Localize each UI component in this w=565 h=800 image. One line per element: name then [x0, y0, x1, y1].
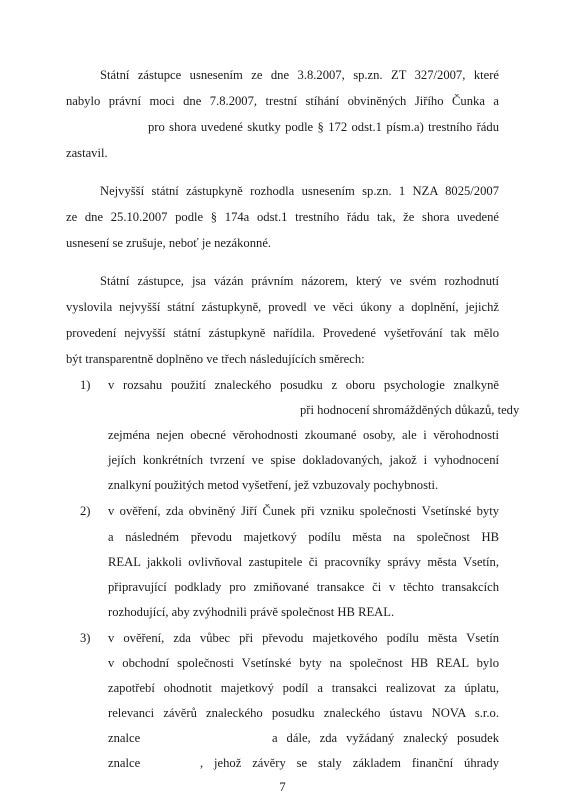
paragraph-2-line-1: Nejvyšší státní zástupkyně rozhodla usnesením sp.zn. 1 NZA 8025/2007	[100, 184, 499, 198]
paragraph-1-line-3: pro shora uvedené skutky podle § 172 odst.1 písm.a) trestního řádu	[148, 120, 499, 134]
list-marker-2: 2)	[80, 504, 91, 518]
item-2-line-4: připravující podklady pro zmiňované transakce či v těchto transakcích	[108, 580, 499, 594]
paragraph-3-line-1: Státní zástupce, jsa vázán právním názorem, který ve svém rozhodnutí	[100, 274, 499, 288]
item-3-line-6-end: , jehož závěry se staly základem finanční úhrady	[200, 756, 499, 770]
item-3-line-5-start: znalce	[108, 731, 141, 745]
paragraph-1-line-2: nabylo právní moci dne 7.8.2007, trestní stíhání obviněných Jiřího Čunka a	[66, 94, 499, 108]
item-3-line-4: relevanci závěrů znaleckého posudku znaleckého ústavu NOVA s.r.o.	[108, 706, 499, 720]
item-2-line-1: v ověření, zda obviněný Jiří Čunek při vzniku společnosti Vsetínské byty	[108, 504, 499, 518]
page-number: 7	[279, 780, 286, 794]
item-1-line-2: při hodnocení shromážděných důkazů, tedy	[300, 403, 520, 417]
paragraph-1-line-1: Státní zástupce usnesením ze dne 3.8.2007, sp.zn. ZT 327/2007, které	[100, 68, 499, 82]
item-1-line-5: znalkyní použitých metod vyšetření, jež vzbuzovaly pochybnosti.	[108, 478, 439, 492]
paragraph-2-line-2: ze dne 25.10.2007 podle § 174a odst.1 trestního řádu tak, že shora uvedené	[66, 210, 499, 224]
item-3-line-1: v ověření, zda vůbec při převodu majetkového podílu města Vsetín	[108, 631, 499, 645]
item-2-line-3: REAL jakkoli ovlivňoval zastupitele či pracovníky správy města Vsetín,	[108, 555, 499, 569]
item-2-line-2: a následném převodu majetkový podílu města na společnost HB	[108, 530, 499, 544]
item-2-line-5: rozhodující, aby zvýhodnili právě společnost HB REAL.	[108, 605, 395, 619]
item-1-line-3: zejména nejen obecné věrohodnosti zkoumané osoby, ale i věrohodnosti	[108, 428, 499, 442]
item-3-line-3: zapotřebí ohodnotit majetkový podíl a transakci realizovat za úplatu,	[108, 681, 499, 695]
item-3-line-6-start: znalce	[108, 756, 141, 770]
item-3-line-2: v obchodní společnosti Vsetínské byty na společnost HB REAL bylo	[108, 656, 499, 670]
list-marker-3: 3)	[80, 631, 91, 645]
paragraph-2-line-3: usnesení se zrušuje, neboť je nezákonné.	[66, 236, 272, 250]
list-marker-1: 1)	[80, 378, 91, 392]
paragraph-3-line-3: provedení nejvyšší státní zástupkyně nařídila. Provedené vyšetřování tak mělo	[66, 326, 499, 340]
item-1-line-4: jejích konkrétních tvrzení ve spise dokladovaných, jakož i vyhodnocení	[108, 453, 499, 467]
paragraph-3-line-2: vyslovila nejvyšší státní zástupkyně, provedl ve věci úkony a doplnění, jejichž	[66, 300, 499, 314]
paragraph-1-line-4: zastavil.	[66, 146, 108, 160]
item-1-line-1: v rozsahu použití znaleckého posudku z oboru psychologie znalkyně	[108, 378, 499, 392]
item-3-line-5-end: a dále, zda vyžádaný znalecký posudek	[272, 731, 499, 745]
paragraph-3-line-4: být transparentně doplněno ve třech následujících směrech:	[66, 352, 365, 366]
